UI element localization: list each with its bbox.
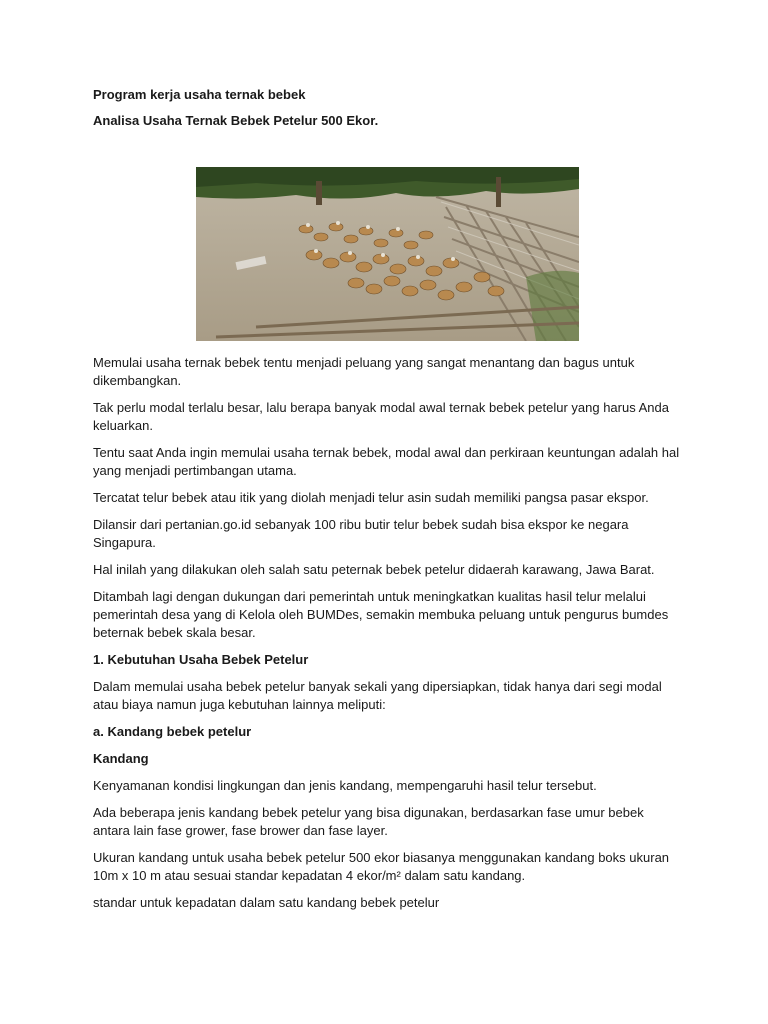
paragraph: Ditambah lagi dengan dukungan dari pemerintah untuk meningkatkan kualitas hasil telur melalui pemerintah desa yang di Kelola oleh BUMDes, semakin membuka peluang untuk pengurus bumdes beternak bebek skala besar. (93, 589, 669, 640)
paragraph: Dalam memulai usaha bebek petelur banyak sekali yang dipersiapkan, tidak hanya dari segi modal atau biaya namun juga kebutuhan lainnya meliputi: (93, 679, 662, 712)
subsection-heading: Kandang (93, 751, 149, 766)
document-title: Program kerja usaha ternak bebek (93, 87, 306, 102)
paragraph: Tentu saat Anda ingin memulai usaha ternak bebek, modal awal dan perkiraan keuntungan adalah hal yang menjadi pertimbangan utama. (93, 445, 680, 478)
paragraph: Ukuran kandang untuk usaha bebek petelur 500 ekor biasanya menggunakan kandang boks ukuran 10m x 10 m atau sesuai standar kepadatan 4 ekor/m² dalam satu kandang. (93, 850, 670, 883)
paragraph: Hal inilah yang dilakukan oleh salah satu peternak bebek petelur didaerah karawang, Jawa Barat. (93, 562, 655, 577)
paragraph: Memulai usaha ternak bebek tentu menjadi peluang yang sangat menantang dan bagus untuk dikembangkan. (93, 355, 635, 388)
ducks-photo (196, 167, 579, 341)
paragraph: Kenyamanan kondisi lingkungan dan jenis kandang, mempengaruhi hasil telur tersebut. (93, 778, 597, 793)
subsection-heading: a. Kandang bebek petelur (93, 724, 252, 739)
paragraph: Tercatat telur bebek atau itik yang diolah menjadi telur asin sudah memiliki pangsa pasar ekspor. (93, 490, 649, 505)
paragraph: Ada beberapa jenis kandang bebek petelur yang bisa digunakan, berdasarkan fase umur bebek antara lain fase grower, fase brower dan fase layer. (93, 805, 644, 838)
document-subtitle: Analisa Usaha Ternak Bebek Petelur 500 Ekor. (93, 113, 379, 128)
paragraph: Dilansir dari pertanian.go.id sebanyak 100 ribu butir telur bebek sudah bisa ekspor ke negara Singapura. (93, 517, 629, 550)
section-heading: 1. Kebutuhan Usaha Bebek Petelur (93, 652, 309, 667)
paragraph: standar untuk kepadatan dalam satu kandang bebek petelur (93, 895, 440, 910)
document-body (93, 86, 683, 921)
paragraph: Tak perlu modal terlalu besar, lalu berapa banyak modal awal ternak bebek petelur yang harus Anda keluarkan. (93, 400, 669, 433)
